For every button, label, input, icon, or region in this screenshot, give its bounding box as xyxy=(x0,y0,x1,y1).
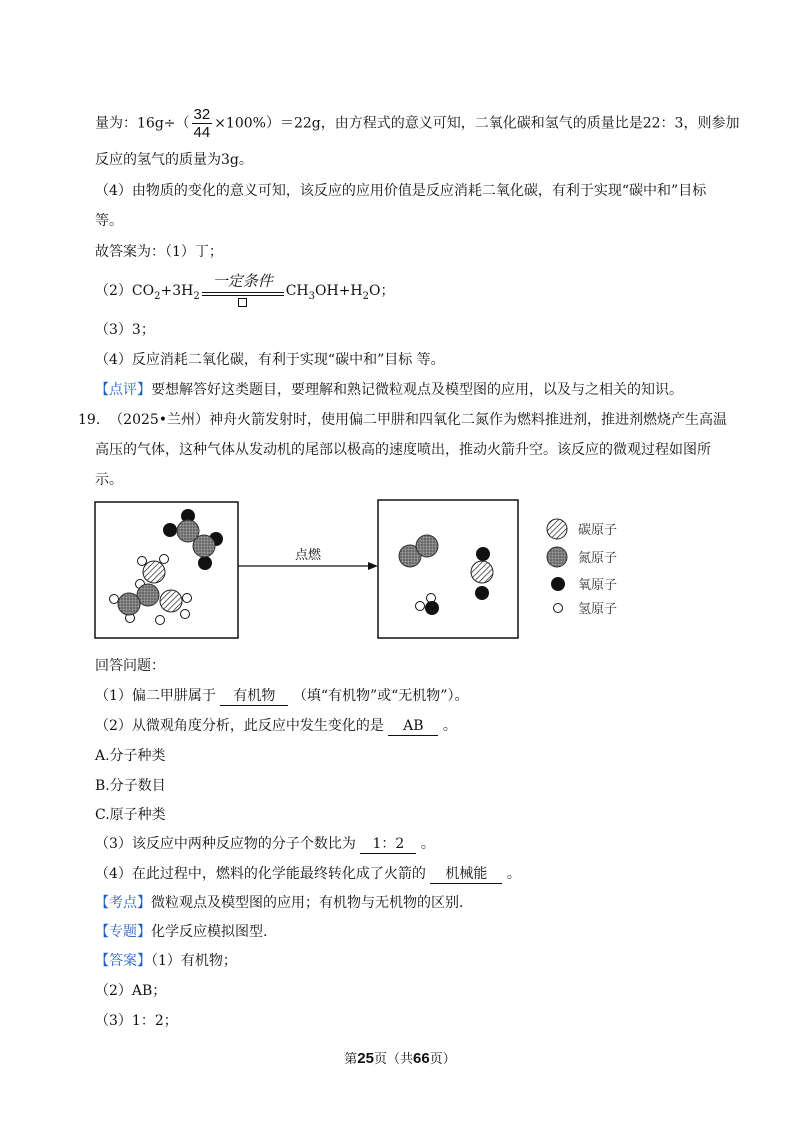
oxygen-atom xyxy=(198,556,212,570)
answer-intro: 故答案为：（1）丁； xyxy=(95,244,223,260)
reaction-condition xyxy=(202,272,284,302)
legend-label: 碳原子 xyxy=(578,523,618,538)
nitrogen-atom xyxy=(193,535,215,557)
products-box xyxy=(378,500,518,638)
answer-3: （3）3； xyxy=(95,322,155,338)
daan-line xyxy=(95,951,237,971)
review-line xyxy=(95,380,683,400)
zhuanti-text: 化学反应模拟图型. xyxy=(151,924,268,940)
sub-question-1 xyxy=(95,686,468,706)
eq-sub: 2 xyxy=(362,290,370,302)
eq-sub: 2 xyxy=(154,290,161,302)
arrow-head-icon xyxy=(368,562,378,570)
arrow-label: 点燃 xyxy=(294,548,322,563)
text-segment: ×100%）＝22g，由方程式的意义可知，二氧化碳和氢气的质量比是22：3，则参加 xyxy=(214,115,740,132)
legend-oxygen-icon xyxy=(551,577,565,591)
kaodian-tag: 【考点】 xyxy=(95,895,151,911)
eq-text: O； xyxy=(369,283,395,299)
review-tag: 【点评】 xyxy=(95,382,151,398)
text-segment: 。 xyxy=(420,836,435,852)
question-text: （2025•兰州）神舟火箭发射时，使用偏二甲肼和四氧化二氮作为燃料推进剂，推进剂燃烧产生高温 xyxy=(109,412,728,428)
text-segment: 。 xyxy=(506,866,521,882)
carbon-atom xyxy=(471,561,493,583)
legend-nitrogen-icon xyxy=(547,547,567,567)
text-segment: （1）偏二甲肼属于 xyxy=(95,688,216,704)
eq-sub: 2 xyxy=(193,290,200,302)
zhuanti-line xyxy=(95,922,267,942)
legend-carbon-icon xyxy=(547,519,567,539)
solution-line-h2-mass: 反应的氢气的质量为3g。 xyxy=(95,152,253,168)
answer-4: （4）反应消耗二氧化碳，有利于实现“碳中和”目标 等。 xyxy=(95,352,445,368)
daan-text: （1）有机物； xyxy=(151,953,237,969)
option-c: C.原子种类 xyxy=(95,807,166,823)
kaodian-line xyxy=(95,893,463,913)
question-number: 19. xyxy=(78,412,101,428)
answer-line-3: （3）1：2； xyxy=(95,1013,178,1029)
eq-sub: 3 xyxy=(308,290,316,302)
text-segment: （3）该反应中两种反应物的分子个数比为 xyxy=(95,836,356,852)
question-19-line2: 高压的气体，这种气体从发动机的尾部以极高的速度喷出，推动火箭升空。该反应的微观过程如图所 xyxy=(95,442,711,458)
sub-question-2 xyxy=(95,716,457,736)
chemical-equation xyxy=(95,272,395,307)
solution-line-4: （4）由物质的变化的意义可知，该反应的应用价值是反应消耗二氧化碳，有利于实现“碳中和”目标 xyxy=(95,183,707,199)
oxygen-atom xyxy=(475,586,489,600)
total-pages: 66 xyxy=(413,1050,430,1067)
answer-blank: 机械能 xyxy=(430,865,502,884)
eq-text: OH+H xyxy=(315,283,363,299)
legend-label: 氧原子 xyxy=(578,578,618,593)
footer-text: 第 xyxy=(344,1052,358,1067)
text-segment: （2）从微观角度分析，此反应中发生变化的是 xyxy=(95,718,384,734)
oxygen-atom xyxy=(163,523,177,537)
hydrogen-atom xyxy=(183,594,192,603)
fraction-numerator: 32 xyxy=(193,106,211,123)
text-segment: （填“有机物”或“无机物”）。 xyxy=(292,688,469,704)
condition-text: 一定条件 xyxy=(212,272,273,290)
hydrogen-atom xyxy=(416,602,425,611)
hydrogen-atom xyxy=(160,555,169,564)
zhuanti-tag: 【专题】 xyxy=(95,924,151,940)
hydrogen-atom xyxy=(181,610,190,619)
text-segment: 量为：16g÷（ xyxy=(95,115,190,132)
text-segment: 。 xyxy=(442,718,457,734)
oxygen-atom xyxy=(425,601,439,615)
hydrogen-atom xyxy=(156,616,165,625)
reaction-diagram xyxy=(0,495,800,645)
answer-blank: 有机物 xyxy=(220,687,288,706)
page-footer xyxy=(0,1048,800,1067)
solution-line-mass xyxy=(95,106,739,141)
answer-prompt: 回答问题： xyxy=(95,658,165,674)
answer-line-2: （2）AB； xyxy=(95,983,167,999)
oxygen-atom xyxy=(476,547,490,561)
eq-text: +3H xyxy=(160,283,194,299)
footer-text: 页） xyxy=(429,1052,456,1067)
legend-hydrogen-icon xyxy=(554,604,563,613)
daan-tag: 【答案】 xyxy=(95,953,151,969)
question-19-line3: 示。 xyxy=(95,472,123,488)
legend xyxy=(547,519,617,617)
eq-text: （2）CO xyxy=(95,283,155,299)
text-segment: （4）在此过程中，燃料的化学能最终转化成了火箭的 xyxy=(95,866,426,882)
kaodian-text: 微粒观点及模型图的应用；有机物与无机物的区别. xyxy=(151,895,464,911)
hydrogen-atom xyxy=(110,595,119,604)
carbon-atom xyxy=(143,561,165,583)
solution-line-4-cont: 等。 xyxy=(95,213,123,229)
equals-bar xyxy=(202,295,284,296)
fraction-denominator: 44 xyxy=(193,124,211,141)
carbon-atom xyxy=(160,590,182,612)
page-number: 25 xyxy=(357,1050,374,1067)
placeholder-box-icon xyxy=(238,298,247,307)
legend-label: 氮原子 xyxy=(578,551,618,566)
option-a: A.分子种类 xyxy=(95,748,166,764)
review-text: 要想解答好这类题目，要理解和熟记微粒观点及模型图的应用，以及与之相关的知识。 xyxy=(151,382,683,398)
hydrogen-atom xyxy=(138,557,147,566)
sub-question-4 xyxy=(95,864,521,884)
eq-text: CH xyxy=(285,283,309,299)
reactants-box xyxy=(95,502,238,638)
nitrogen-atom xyxy=(118,593,140,615)
question-19-line1 xyxy=(78,410,727,430)
option-b: B.分子数目 xyxy=(95,778,166,794)
footer-text: 页（共 xyxy=(373,1052,413,1067)
equals-bar xyxy=(202,292,284,293)
answer-blank: AB xyxy=(388,717,438,736)
legend-label: 氢原子 xyxy=(578,602,618,617)
nitrogen-atom xyxy=(416,535,438,557)
answer-blank: 1：2 xyxy=(360,835,416,854)
fraction xyxy=(192,106,213,141)
sub-question-3 xyxy=(95,834,435,854)
